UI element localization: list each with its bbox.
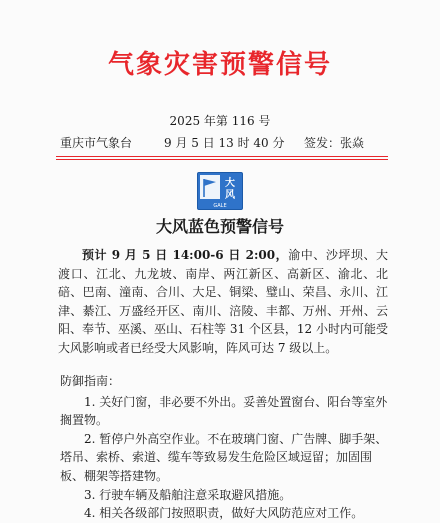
- defense-item: 3. 行驶车辆及船舶注意采取避风措施。: [84, 487, 292, 502]
- defense-heading: 防御指南：: [60, 374, 121, 388]
- icon-char-1: 大: [225, 178, 235, 189]
- header-divider-thin: [56, 159, 388, 160]
- document-title: 气象灾害预警信号: [107, 50, 332, 80]
- signer: 签发：张焱: [304, 136, 365, 150]
- issue-time: 9 月 5 日 13 时 40 分: [164, 136, 285, 150]
- blue-gale-warning-icon: [197, 172, 243, 210]
- header-divider: [56, 156, 388, 157]
- issue-meta-row: [0, 134, 440, 152]
- warning-text: 渝中、沙坪坝、大渡口、江北、九龙坡、南岸、两江新区、高新区、渝北、北碚、巴南、潼南、合川、大足、铜梁、璧山、荣昌、永川、江津、綦江、万盛经开区、南川、涪陵、丰都、万州、开州、云阳、奉节、巫溪、巫山、石柱等 31 个区县，12 小时内可能受大风影响或者已经受大风影响，阵风可达 7 级以上。: [58, 248, 388, 355]
- warning-body: [58, 246, 388, 358]
- icon-english-label: GALE: [213, 203, 227, 209]
- warning-lead: 预计 9 月 5 日 14:00-6 日 2:00，: [82, 248, 289, 262]
- defense-guide: [60, 372, 390, 523]
- defense-item: 1. 关好门窗，非必要不外出。妥善处置窗台、阳台等室外搁置物。: [60, 394, 388, 428]
- defense-item: 4. 相关各级部门按照职责，做好大风防范应对工作。: [84, 506, 364, 521]
- icon-char-2: 风: [225, 190, 235, 201]
- issue-number: 2025 年第 116 号: [169, 114, 271, 128]
- defense-item: 2. 暂停户外高空作业。不在玻璃门窗、广告牌、脚手架、塔吊、索桥、索道、缆车等致易发生危险区域逗留；加固围板、棚架等搭建物。: [60, 431, 388, 483]
- issuer: 重庆市气象台: [60, 136, 133, 150]
- signal-title: 大风蓝色预警信号: [155, 217, 284, 236]
